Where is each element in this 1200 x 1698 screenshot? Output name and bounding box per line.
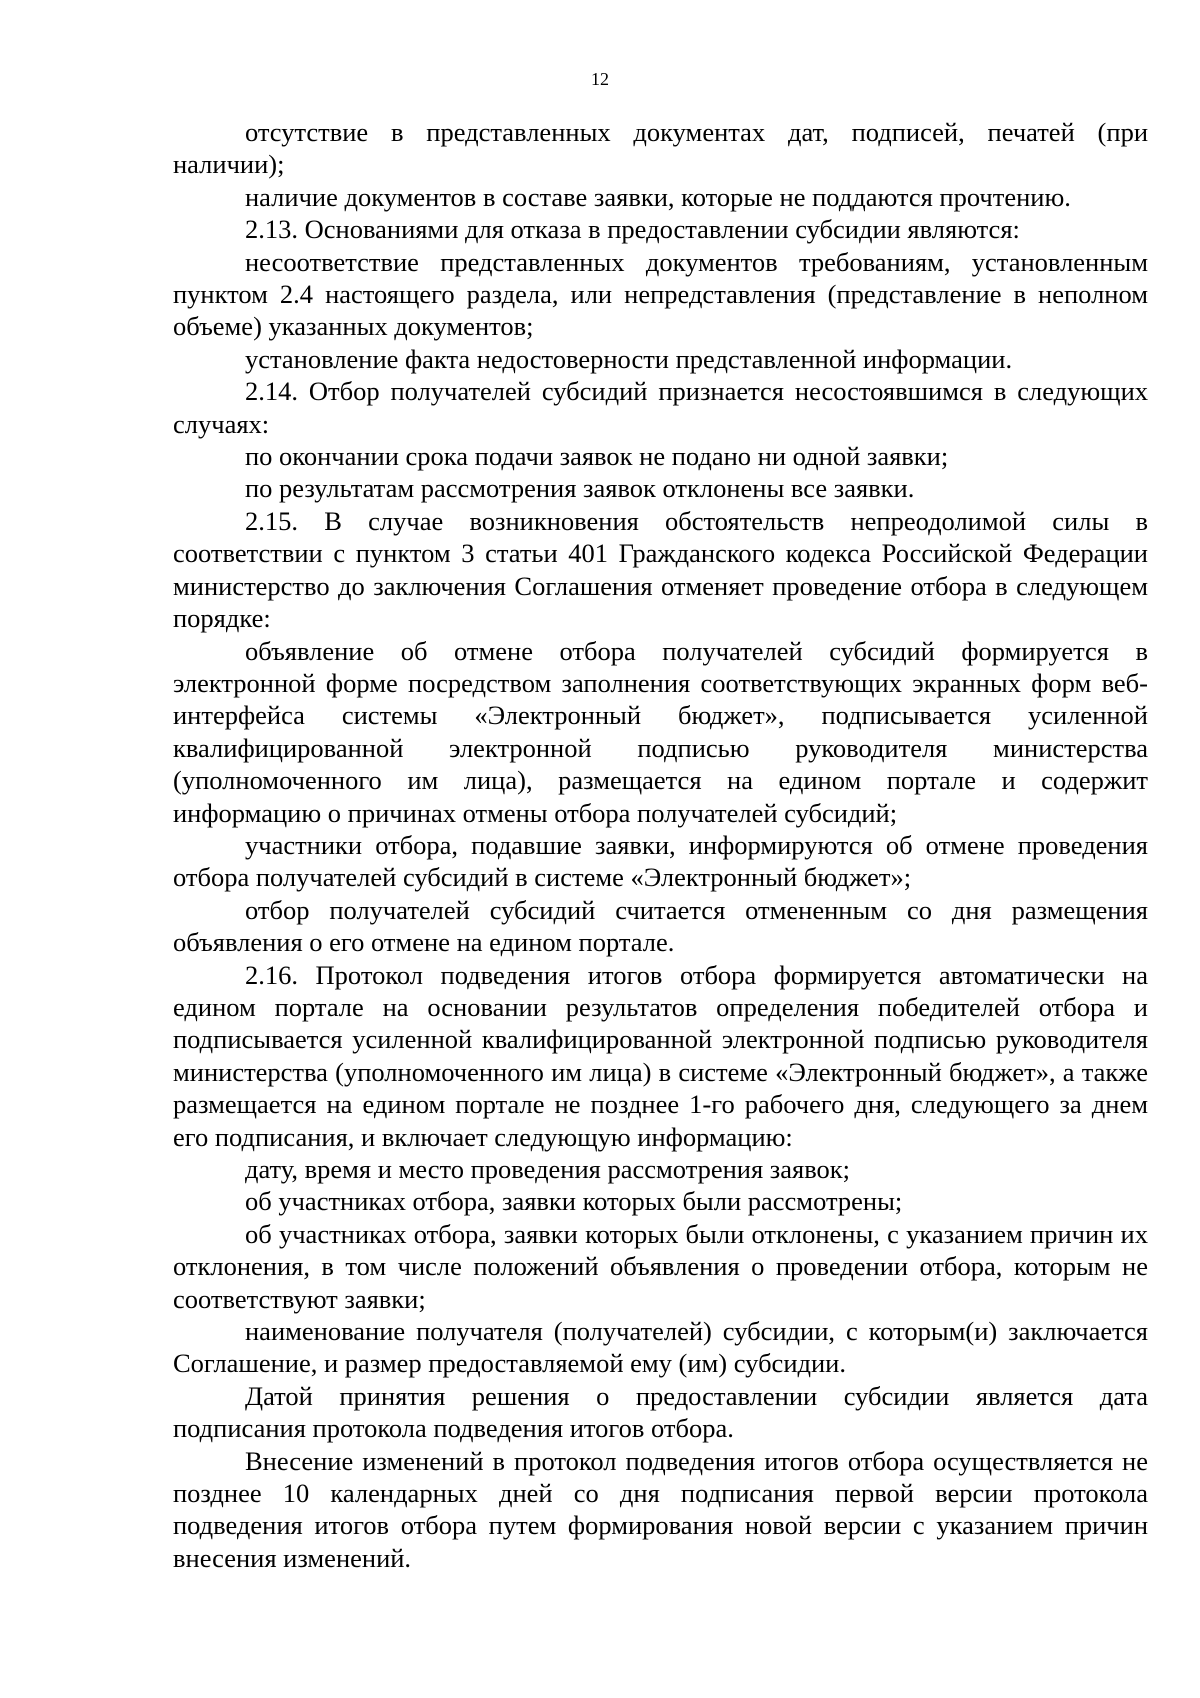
paragraph: по окончании срока подачи заявок не подано ни одной заявки;	[245, 441, 949, 472]
paragraph: 2.15. В случае возникновения обстоятельств непреодолимой силы в соответствии с пунктом 3 статьи 401 Гражданского кодекса Российской Федерации министерство до заключения Соглашения отменяет проведение отбора в следующем порядке:	[173, 505, 1148, 634]
paragraph: 2.14. Отбор получателей субсидий признается несостоявшимся в следующих случаях:	[173, 376, 1148, 439]
paragraph: Датой принятия решения о предоставлении субсидии является дата подписания протокола подведения итогов отбора.	[173, 1380, 1148, 1444]
document-body	[173, 116, 1148, 1574]
paragraph: по результатам рассмотрения заявок отклонены все заявки.	[245, 473, 915, 504]
paragraph: наименование получателя (получателей) субсидии, с которым(и) заключается Соглашение, и размер предоставляемой ему (им) субсидии.	[173, 1316, 1148, 1379]
paragraph: 2.13. Основаниями для отказа в предоставлении субсидии являются:	[245, 214, 1020, 245]
paragraph: 2.16. Протокол подведения итогов отбора формируется автоматически на едином портале на основании результатов определения победителей отбора и подписывается усиленной квалифицированной электронной подписью руководителя министерства (уполномоченного им лица) в системе «Электронный бюджет», а также размещается на едином портале не позднее 1-го рабочего дня, следующего за днем его подписания, и включает следующую информацию:	[173, 959, 1148, 1152]
paragraph: несоответствие представленных документов требованиям, установленным пунктом 2.4 настоящего раздела, или непредставления (представление в неполном объеме) указанных документов;	[173, 246, 1148, 342]
paragraph: отсутствие в представленных документах дат, подписей, печатей (при наличии);	[173, 117, 1148, 180]
page-number: 12	[591, 69, 609, 89]
paragraph: наличие документов в составе заявки, которые не поддаются прочтению.	[245, 181, 1071, 212]
paragraph: участники отбора, подавшие заявки, информируются об отмене проведения отбора получателей субсидий в системе «Электронный бюджет»;	[173, 829, 1148, 893]
paragraph: объявление об отмене отбора получателей субсидий формируется в электронной форме посредством заполнения соответствующих экранных форм веб-интерфейса системы «Электронный бюджет», подписывается усиленной квалифицированной электронной подписью руководителя министерства (уполномоченного им лица), размещается на едином портале и содержит информацию о причинах отмены отбора получателей субсидий;	[173, 635, 1148, 828]
paragraph: Внесение изменений в протокол подведения итогов отбора осуществляется не позднее 10 календарных дней со дня подписания первой версии протокола подведения итогов отбора путем формирования новой версии с указанием причин внесения изменений.	[173, 1445, 1148, 1573]
paragraph: дату, время и место проведения рассмотрения заявок;	[245, 1154, 851, 1184]
paragraph: об участниках отбора, заявки которых были рассмотрены;	[245, 1186, 903, 1217]
paragraph: об участниках отбора, заявки которых были отклонены, с указанием причин их отклонения, в том числе положений объявления о проведении отбора, которым не соответствуют заявки;	[173, 1218, 1148, 1314]
paragraph: отбор получателей субсидий считается отмененным со дня размещения объявления о его отмене на едином портале.	[173, 894, 1148, 958]
paragraph: установление факта недостоверности представленной информации.	[245, 343, 1013, 374]
